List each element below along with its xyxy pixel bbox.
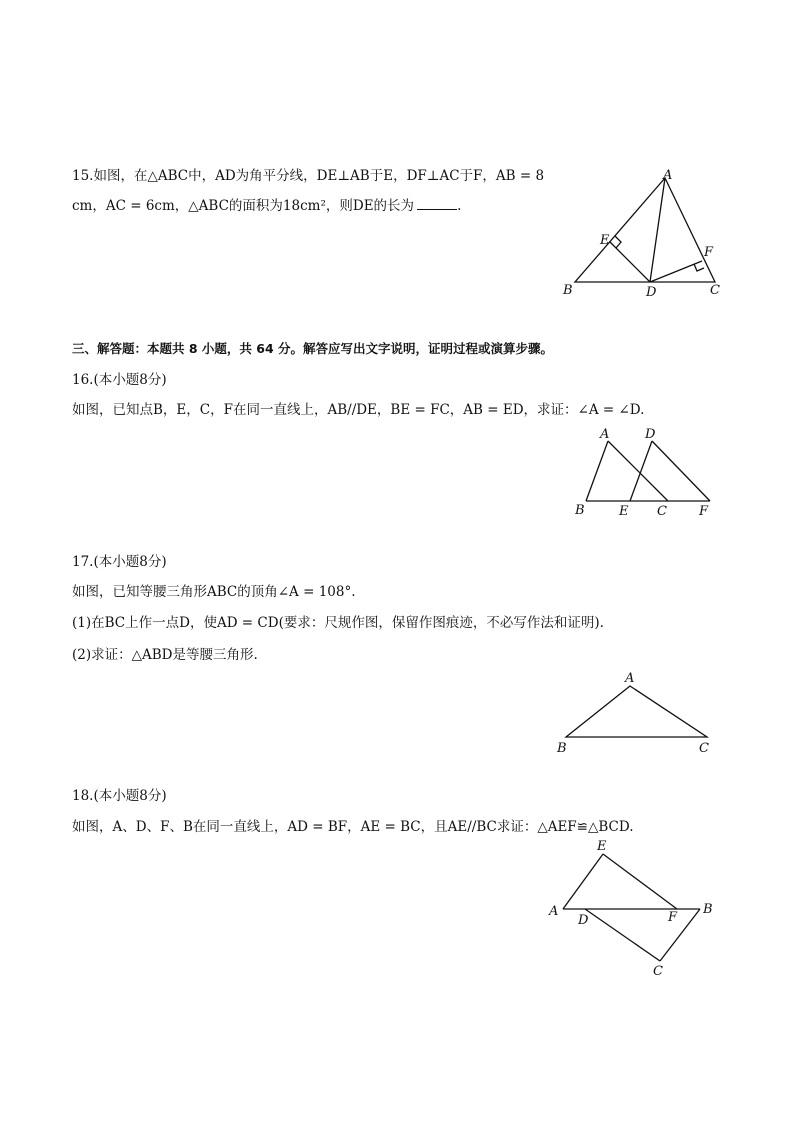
segment-ac bbox=[608, 441, 668, 501]
problem-16-figure bbox=[570, 425, 730, 520]
problem-17-figure bbox=[550, 668, 720, 758]
label-a: A bbox=[600, 427, 610, 442]
label-c: C bbox=[653, 964, 663, 979]
problem-17-number: 17.(本小题8分) bbox=[72, 554, 167, 570]
problem-17-part-1: (1)在BC上作一点D，使AD = CD(要求：尺规作图，保留作图痕迹，不必写作法和证明). bbox=[72, 615, 604, 631]
segment-ab bbox=[586, 441, 608, 501]
problem-17-text: 如图，已知等腰三角形ABC的顶角∠A = 108°. bbox=[72, 584, 356, 600]
label-e: E bbox=[619, 504, 629, 519]
problem-15-line-2-end: . bbox=[457, 198, 462, 214]
problem-15-line-1: 15.如图，在△ABC中，AD为角平分线，DE⊥AB于E，DF⊥AC于F，AB = 8 bbox=[72, 168, 545, 184]
answer-blank bbox=[417, 197, 457, 210]
segment-ae bbox=[563, 854, 603, 909]
label-b: B bbox=[575, 503, 585, 518]
right-angle-mark-f bbox=[694, 264, 704, 271]
triangle-abc bbox=[575, 178, 715, 282]
label-b: B bbox=[703, 902, 713, 917]
problem-16-text: 如图，已知点B，E，C，F在同一直线上，AB//DE，BE = FC，AB = ED，求证：∠A = ∠D. bbox=[72, 402, 645, 418]
segment-ef bbox=[603, 854, 677, 909]
problem-16-number: 16.(本小题8分) bbox=[72, 372, 167, 388]
problem-18-number: 18.(本小题8分) bbox=[72, 788, 167, 804]
label-c: C bbox=[657, 504, 667, 519]
triangle-abc bbox=[566, 686, 707, 737]
segment-de bbox=[630, 441, 652, 501]
label-a: A bbox=[549, 904, 559, 919]
problem-15-line-2 bbox=[72, 197, 461, 215]
label-e: E bbox=[597, 839, 607, 854]
label-f: F bbox=[704, 245, 714, 260]
label-b: B bbox=[563, 283, 573, 298]
label-f: F bbox=[668, 910, 678, 925]
label-d: D bbox=[578, 913, 589, 928]
label-e: E bbox=[600, 233, 610, 248]
segment-bc bbox=[660, 909, 700, 961]
segment-cd bbox=[585, 909, 660, 961]
problem-18-text: 如图，A、D、F、B在同一直线上，AD = BF，AE = BC，且AE//BC求证：△AEF≌△BCD. bbox=[72, 819, 634, 835]
label-f: F bbox=[699, 504, 709, 519]
segment-df bbox=[652, 441, 710, 501]
problem-17-part-2: (2)求证：△ABD是等腰三角形. bbox=[72, 647, 258, 663]
label-c: C bbox=[710, 283, 720, 298]
label-a: A bbox=[663, 168, 673, 183]
problem-15-figure bbox=[560, 165, 740, 305]
label-b: B bbox=[557, 741, 567, 756]
label-d: D bbox=[645, 427, 656, 442]
problem-15-line-2-text: cm，AC = 6cm，△ABC的面积为18cm²，则DE的长为 bbox=[72, 198, 415, 214]
right-angle-mark-e bbox=[615, 236, 621, 248]
problem-18-figure bbox=[545, 837, 725, 982]
label-a: A bbox=[625, 671, 635, 686]
label-c: C bbox=[699, 741, 709, 756]
label-d: D bbox=[646, 285, 657, 300]
section-3-heading: 三、解答题：本题共 8 小题，共 64 分。解答应写出文字说明，证明过程或演算步骤。 bbox=[72, 341, 554, 356]
